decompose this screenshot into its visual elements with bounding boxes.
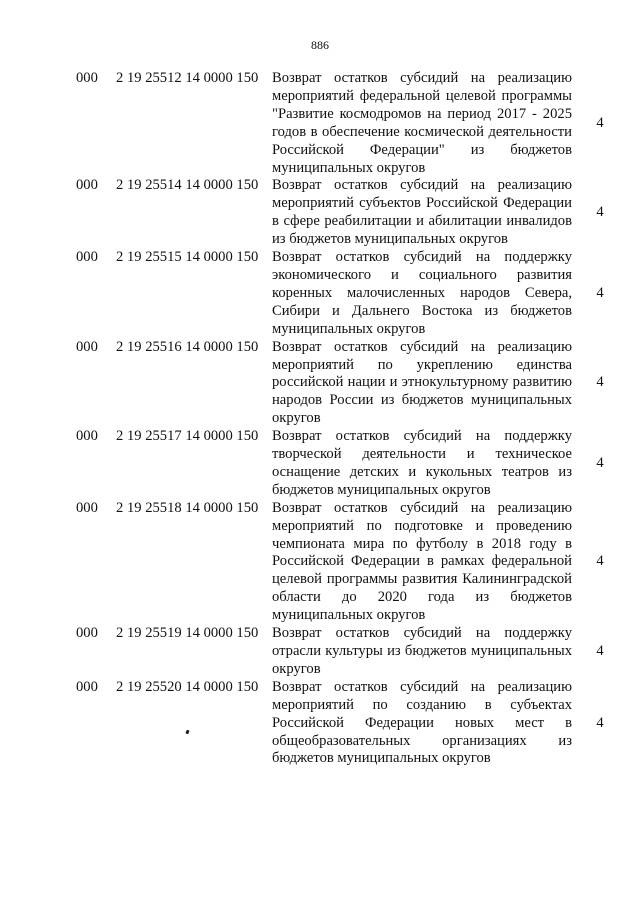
row-description: Возврат остатков субсидий на реализацию мероприятий по укреплению единства российской нации и этнокультурному развитию народов России из бюджетов муниципальных округов — [272, 338, 572, 427]
table-row — [0, 339, 640, 429]
budget-classification-code: 2 19 25517 14 0000 150 — [116, 428, 259, 445]
row-description: Возврат остатков субсидий на поддержку творческой деятельности и техническое оснащение детских и кукольных театров из бюджетов муниципальных округов — [272, 428, 572, 498]
row-value: 4 — [596, 284, 604, 301]
row-value: 4 — [596, 643, 604, 659]
admin-code: 000 — [76, 177, 98, 194]
budget-code-table — [0, 70, 640, 768]
admin-code: 000 — [76, 678, 98, 695]
row-value: 4 — [596, 714, 604, 731]
table-row — [0, 625, 640, 679]
budget-classification-code: 2 19 25520 14 0000 150 — [116, 678, 259, 695]
row-value: 4 — [596, 553, 604, 570]
budget-classification-code: 2 19 25516 14 0000 150 — [116, 338, 259, 355]
row-description: Возврат остатков субсидий на реализацию мероприятий по подготовке и проведению чемпионата мира по футболу в 2018 году в Российской Федерации в рамках федеральной целевой программы развития Калининградской области до 2020 года из бюджетов муниципальных округов — [272, 499, 572, 624]
admin-code: 000 — [76, 499, 98, 516]
row-description: Возврат остатков субсидий на поддержку отрасли культуры из бюджетов муниципальных округов — [272, 625, 572, 677]
admin-code: 000 — [76, 70, 98, 86]
page-number: 886 — [311, 38, 329, 52]
admin-code: 000 — [76, 338, 98, 355]
row-value: 4 — [596, 374, 604, 391]
row-value: 4 — [596, 204, 604, 221]
table-row — [0, 177, 640, 249]
budget-classification-code: 2 19 25514 14 0000 150 — [116, 177, 259, 194]
table-row — [0, 249, 640, 339]
admin-code: 000 — [76, 625, 98, 642]
budget-classification-code: 2 19 25519 14 0000 150 — [116, 625, 259, 642]
row-description: Возврат остатков субсидий на поддержку экономического и социального развития коренных малочисленных народов Севера, Сибири и Дальнего Востока из бюджетов муниципальных округов — [272, 249, 572, 337]
admin-code: 000 — [76, 428, 98, 445]
admin-code: 000 — [76, 249, 98, 266]
budget-classification-code: 2 19 25518 14 0000 150 — [116, 499, 259, 516]
table-row — [0, 500, 640, 625]
row-value: 4 — [596, 454, 604, 471]
table-row — [0, 70, 640, 177]
budget-classification-code: 2 19 25515 14 0000 150 — [116, 249, 259, 266]
row-description: Возврат остатков субсидий на реализацию мероприятий по созданию в субъектах Российской Федерации новых мест в общеобразовательных организациях из бюджетов муниципальных округов — [272, 678, 572, 767]
row-description: Возврат остатков субсидий на реализацию мероприятий субъектов Российской Федерации в сфере реабилитации и абилитации инвалидов из бюджетов муниципальных округов — [272, 177, 572, 248]
row-description: Возврат остатков субсидий на реализацию мероприятий федеральной целевой программы "Развитие космодромов на период 2017 - 2025 годов в обеспечение космической деятельности Российской Федерации" из бюджетов муниципальных округов — [272, 70, 572, 176]
table-row — [0, 428, 640, 500]
budget-classification-code: 2 19 25512 14 0000 150 — [116, 70, 259, 86]
table-row — [0, 679, 640, 769]
row-value: 4 — [596, 114, 604, 131]
